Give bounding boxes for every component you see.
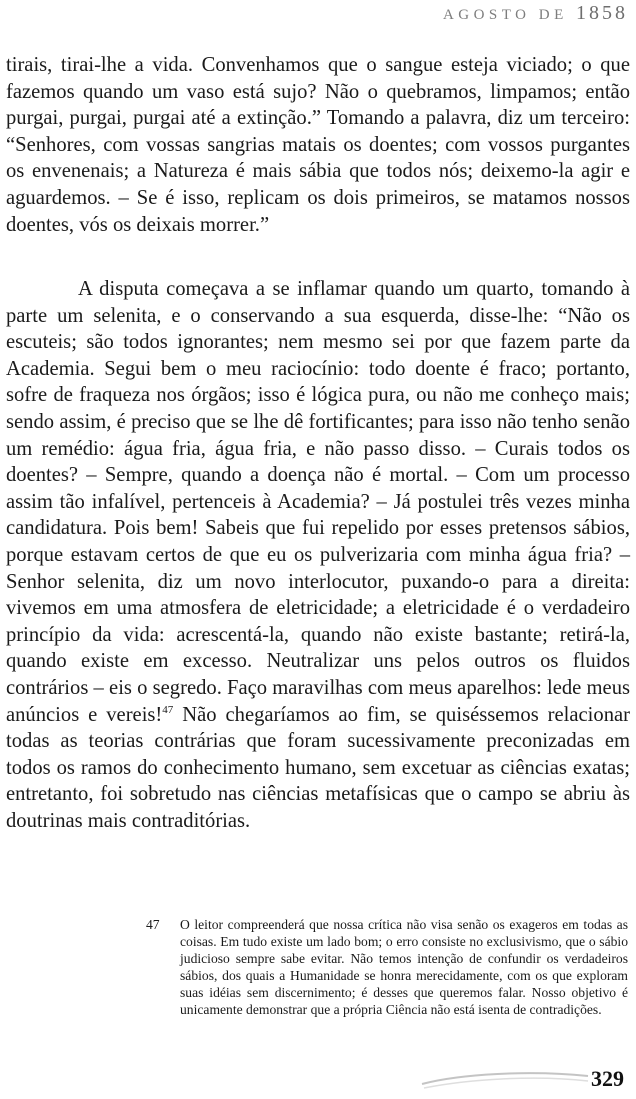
- running-year: 1858: [576, 2, 628, 24]
- page-number: 329: [591, 1066, 624, 1091]
- paragraph-text-continued: Não chegaríamos ao fim, se quiséssemos relacionar todas as teorias contrárias que foram sucessivamente preconizadas em todos os ramos do conhecimento humano, sem excetuar as ciências exatas; entretanto, foi sobretudo nas ciências metafísicas que o campo se abriu às doutrinas mais contraditórias.: [6, 703, 630, 832]
- footnote: [146, 916, 628, 1019]
- footnote-reference: 47: [162, 703, 174, 716]
- body-paragraph: [6, 52, 630, 238]
- running-title: AGOSTO DE: [442, 7, 568, 23]
- paragraph-text: tirais, tirai-lhe a vida. Convenhamos que o sangue esteja viciado; o que fazemos quando um vaso está sujo? Não o quebramos, limpamos; então purgai, purgai, purgai até a extinção.” Tomando a palavra, diz um terceiro: “Senhores, com vossas sangrias matais os doentes; com vossos purgantes os envenenais; a Natureza é mais sábia que todos nós; deixemo-la agir e aguardemos. – Se é isso, replicam os dois primeiros, se matamos nossos doentes, vós os deixais morrer.”: [6, 54, 630, 236]
- footnote-text: O leitor compreenderá que nossa crítica não visa senão os exageros em todas as coisas. Em tudo existe um lado bom; o erro consiste no exclusivismo, que o sábio judicioso sempre sabe evitar. Não temos intenção de confundir os verdadeiros sábios, dos quais a Humanidade se honra merecidamente, com os que exploram suas idéias sem discernimento; é desses que queremos falar. Nosso objetivo é unicamente demonstrar que a própria Ciência não está isenta de contradições.: [180, 917, 628, 1018]
- body-paragraph: [6, 276, 630, 834]
- paragraph-text: A disputa começava a se inflamar quando um quarto, tomando à parte um selenita, e o conservando a sua esquerda, disse-lhe: “Não os escuteis; são todos ignorantes; nem mesmo sei por que fazem parte da Academia. Segui bem o meu raciocínio: todo doente é fraco; portanto, sofre de fraqueza nos órgãos; isso é lógica pura, ou não me conheço mais; sendo assim, é preciso que se lhe dê fortificantes; para isso não tenho senão um remédio: água fria, água fria, e não passo disso. – Curais todos os doentes? – Sempre, quando a doença não é mortal. – Com um processo assim tão infalível, pertenceis à Academia? – Já postulei três vezes minha candidatura. Pois bem! Sabeis que fui repelido por esses pretensos sábios, porque estavam certos de que eu os pulverizaria com minha água fria? – Senhor selenita, diz um novo interlocutor, puxando-o para a direita: vivemos em uma atmosfera de eletricidade; a eletricidade é o verdadeiro princípio da vida: acrescentá-la, quando não existe bastante; retirá-la, quando existe em excesso. Neutralizar uns pelos outros os fluidos contrários – eis o segredo. Faço maravilhas com meus aparelhos: lede meus anúncios e vereis!: [6, 278, 630, 726]
- running-header: [443, 2, 628, 25]
- page-ornament-swoosh: [420, 1062, 590, 1092]
- footnote-number: 47: [146, 917, 160, 932]
